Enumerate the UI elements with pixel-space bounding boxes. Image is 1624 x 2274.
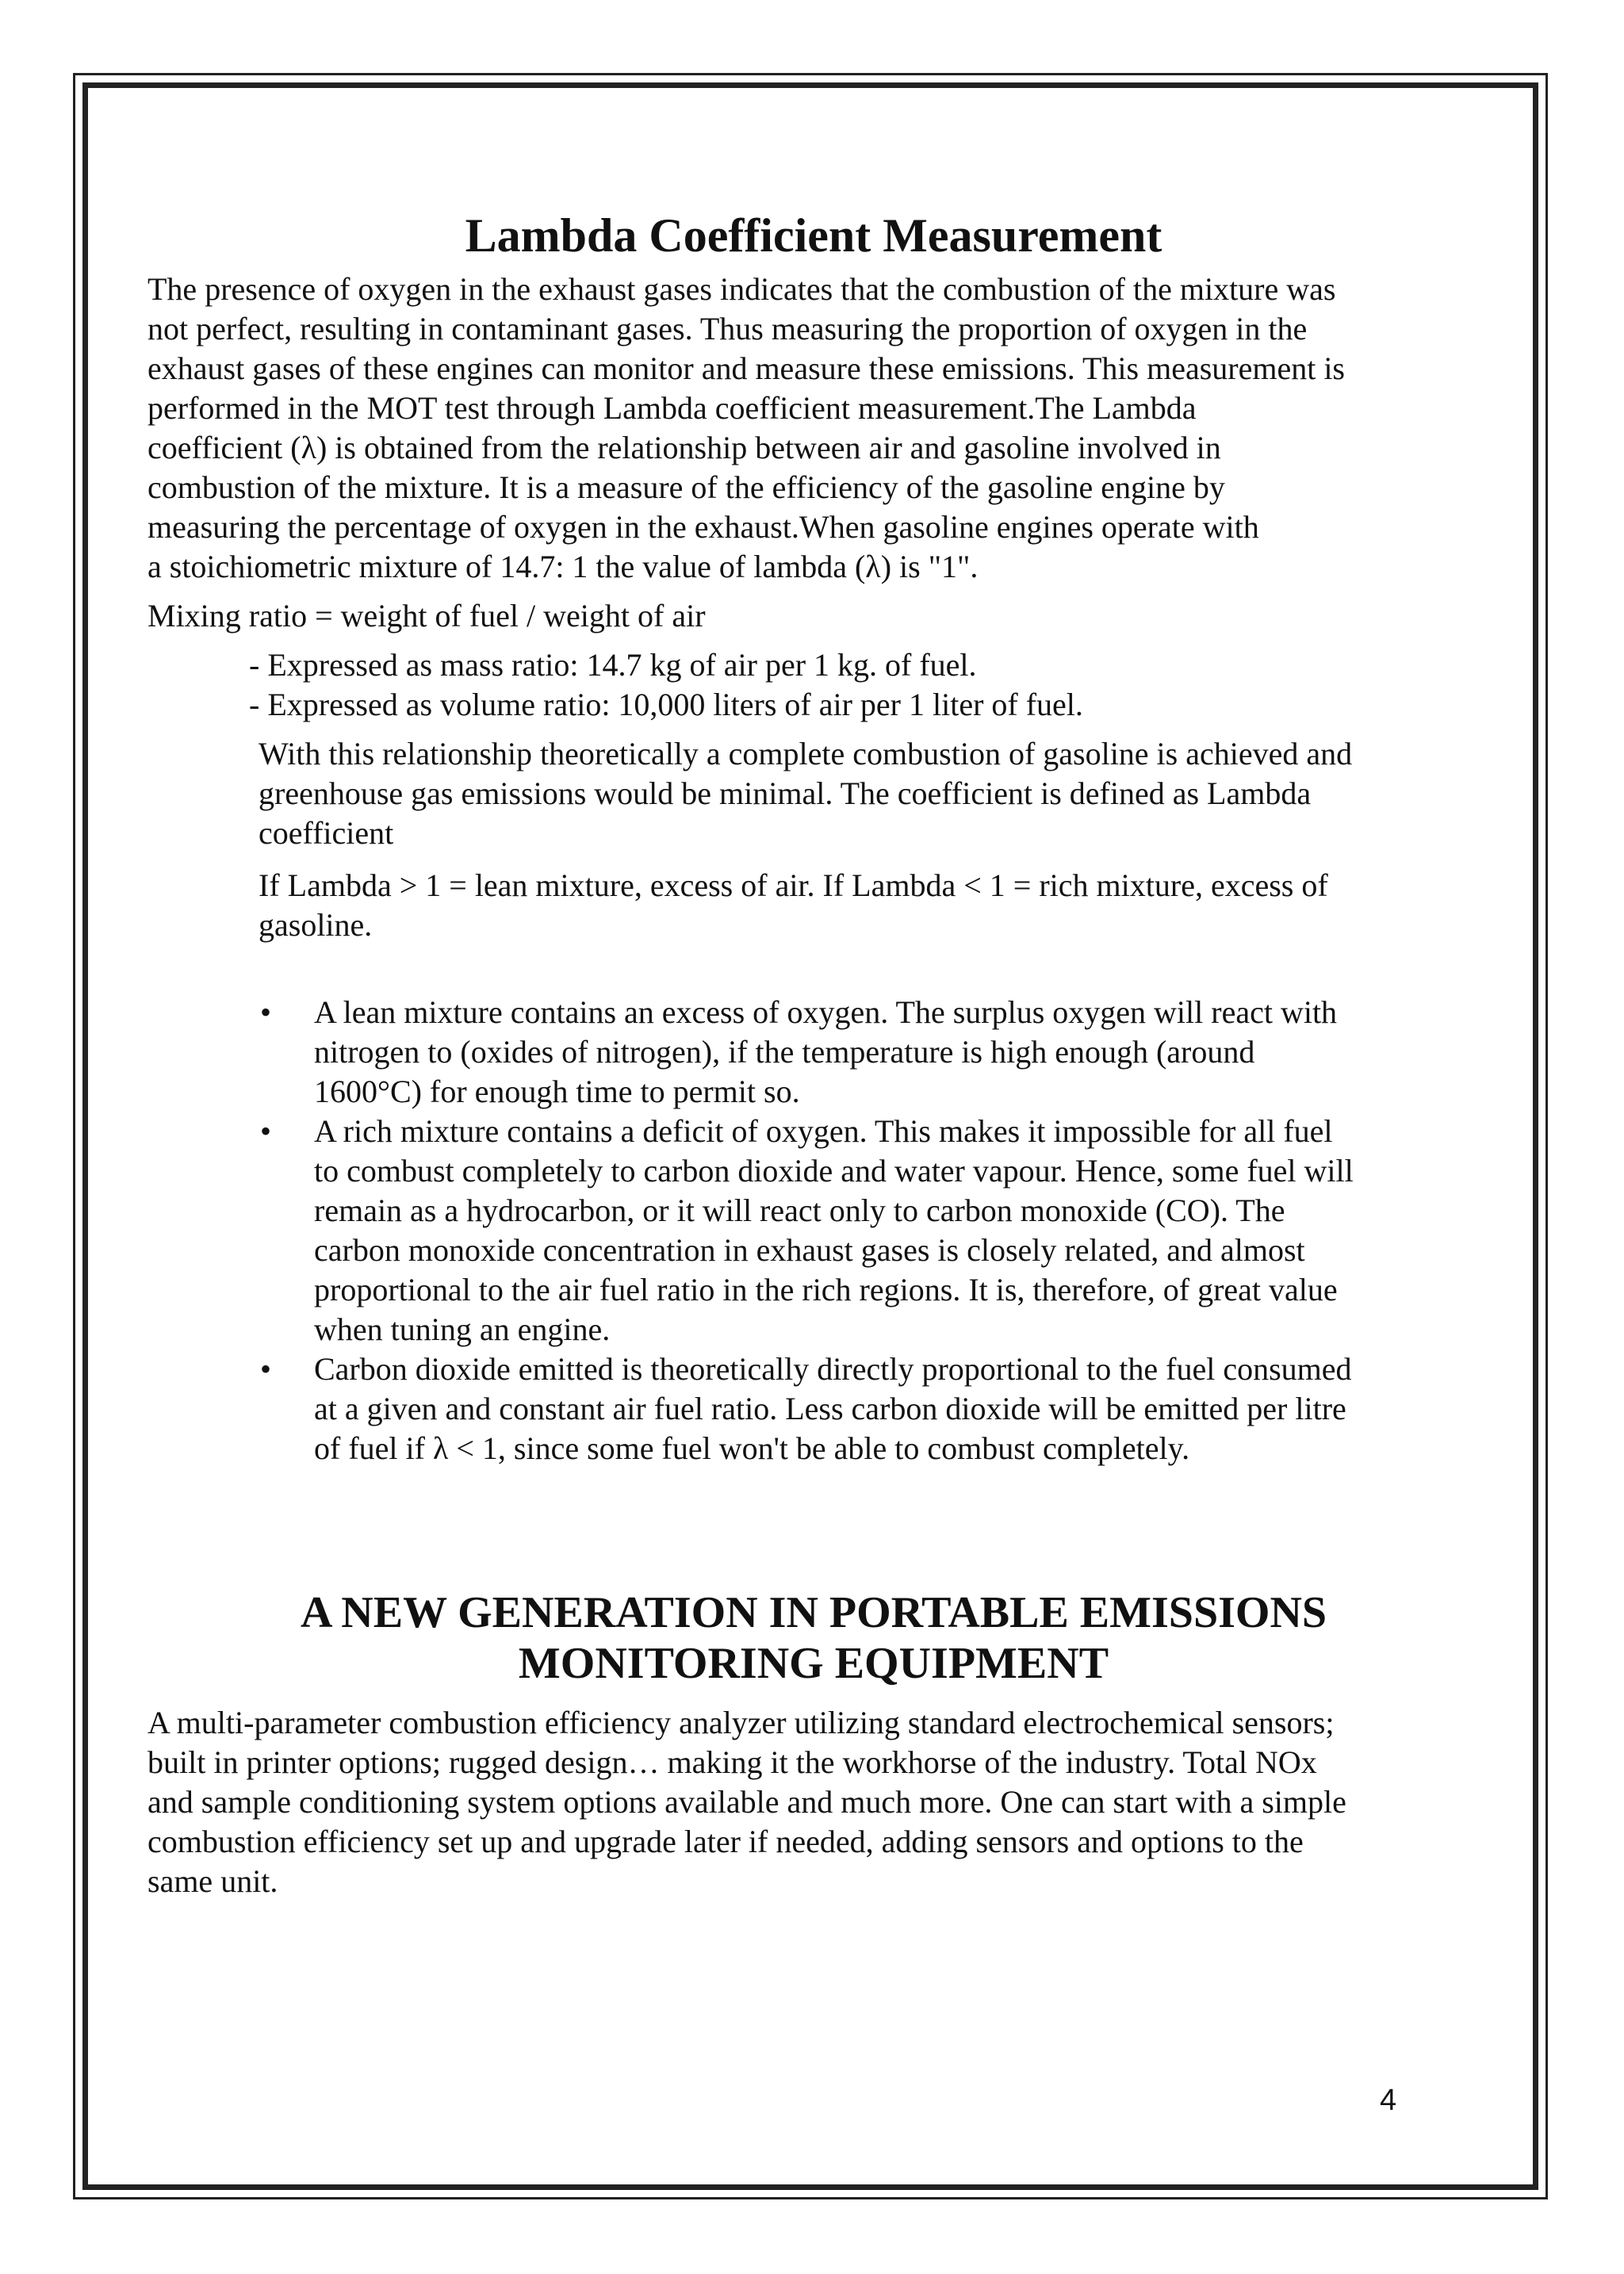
bullet-line: to combust completely to carbon dioxide and water vapour. Hence, some fuel will [314, 1153, 1354, 1189]
bullet-line: at a given and constant air fuel ratio. Less carbon dioxide will be emitted per litre [314, 1391, 1346, 1426]
bullet-line: remain as a hydrocarbon, or it will react only to carbon monoxide (CO). The [314, 1193, 1285, 1228]
bullet-line: nitrogen to (oxides of nitrogen), if the temperature is high enough (around [314, 1034, 1255, 1070]
mixing-ratio-formula: Mixing ratio = weight of fuel / weight of air [147, 598, 706, 634]
section-body-line: built in printer options; rugged design… making it the workhorse of the industry. Total NOx [147, 1744, 1317, 1780]
ratio-item-mass: - Expressed as mass ratio: 14.7 kg of air per 1 kg. of fuel. [249, 647, 977, 683]
bullet-dot-icon: • [260, 1351, 272, 1387]
relationship-line: greenhouse gas emissions would be minimal. The coefficient is defined as Lambda [259, 775, 1312, 811]
section-title [147, 1587, 1480, 1689]
bullet-line: A lean mixture contains an excess of oxygen. The surplus oxygen will react with [314, 994, 1338, 1030]
document-title: Lambda Coefficient Measurement [465, 209, 1162, 262]
intro-line: coefficient (λ) is obtained from the relationship between air and gasoline involved in [147, 430, 1221, 465]
section-body-paragraph [147, 1703, 1480, 1901]
relationship-line: coefficient [259, 815, 394, 851]
page-number: 4 [1380, 2084, 1397, 2117]
lambda-rule-line: gasoline. [259, 907, 373, 943]
bullet-line: of fuel if λ < 1, since some fuel won't be able to combust completely. [314, 1430, 1190, 1466]
section-body-line: A multi-parameter combustion efficiency analyzer utilizing standard electrochemical sensors; [147, 1705, 1335, 1740]
bullet-lean-mixture [147, 993, 1480, 1112]
intro-line: The presence of oxygen in the exhaust gases indicates that the combustion of the mixture was [147, 271, 1336, 307]
section-title-line: A NEW GENERATION IN PORTABLE EMISSIONS [300, 1588, 1327, 1637]
intro-line: measuring the percentage of oxygen in the exhaust.When gasoline engines operate with [147, 509, 1259, 545]
bullet-line: Carbon dioxide emitted is theoretically directly proportional to the fuel consumed [314, 1351, 1352, 1387]
relationship-block [259, 734, 1480, 945]
bullet-rich-mixture [147, 1112, 1480, 1349]
intro-line: a stoichiometric mixture of 14.7: 1 the value of lambda (λ) is "1". [147, 549, 979, 584]
bullet-dot-icon: • [260, 1113, 272, 1149]
bullet-line: 1600°C) for enough time to permit so. [314, 1074, 800, 1109]
intro-line: not perfect, resulting in contaminant gases. Thus measuring the proportion of oxygen in the [147, 311, 1308, 346]
bullet-carbon-dioxide [147, 1349, 1480, 1468]
intro-paragraph [147, 270, 1480, 587]
lambda-rule-paragraph [259, 866, 1480, 945]
mixture-bullet-list [147, 993, 1480, 1468]
document-body [147, 208, 1480, 1901]
section-body-line: combustion efficiency set up and upgrade later if needed, adding sensors and options to the [147, 1824, 1304, 1859]
relationship-paragraph [259, 734, 1480, 853]
relationship-line: With this relationship theoretically a complete combustion of gasoline is achieved and [259, 736, 1353, 771]
section-body-line: and sample conditioning system options available and much more. One can start with a simple [147, 1784, 1346, 1820]
lambda-rule-line: If Lambda > 1 = lean mixture, excess of air. If Lambda < 1 = rich mixture, excess of [259, 867, 1328, 903]
intro-line: performed in the MOT test through Lambda coefficient measurement.The Lambda [147, 390, 1197, 426]
ratio-list [249, 645, 1480, 725]
intro-line: exhaust gases of these engines can monitor and measure these emissions. This measurement is [147, 350, 1345, 386]
section-title-line: MONITORING EQUIPMENT [518, 1639, 1109, 1688]
bullet-line: proportional to the air fuel ratio in the rich regions. It is, therefore, of great value [314, 1272, 1338, 1307]
bullet-dot-icon: • [260, 994, 272, 1030]
bullet-line: A rich mixture contains a deficit of oxygen. This makes it impossible for all fuel [314, 1113, 1333, 1149]
section-body-line: same unit. [147, 1863, 278, 1899]
bullet-line: carbon monoxide concentration in exhaust gases is closely related, and almost [314, 1232, 1305, 1268]
intro-line: combustion of the mixture. It is a measure of the efficiency of the gasoline engine by [147, 469, 1225, 505]
bullet-line: when tuning an engine. [314, 1311, 611, 1347]
ratio-item-volume: - Expressed as volume ratio: 10,000 liters of air per 1 liter of fuel. [249, 687, 1083, 722]
